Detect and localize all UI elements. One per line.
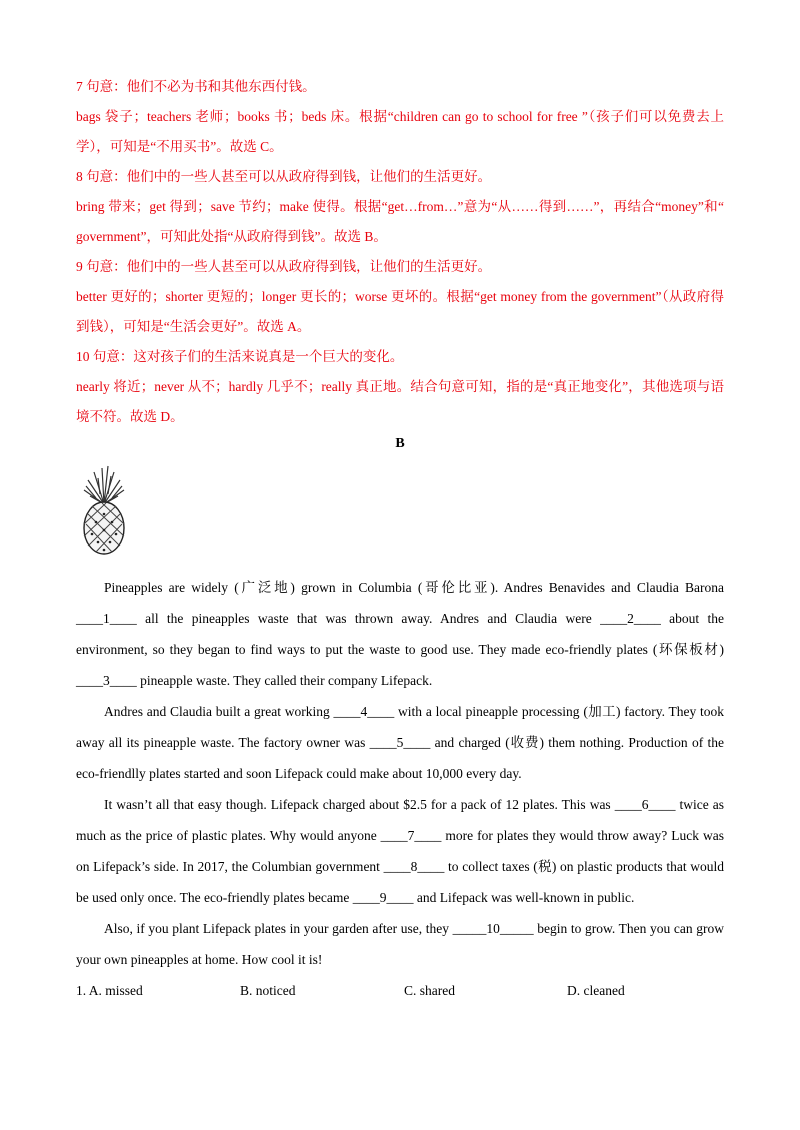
option-d: D. cleaned: [567, 983, 625, 998]
explanation-10-detail: nearly 将近；never 从不；hardly 几乎不；really 真正地。结合句意可知，指的是“真正地变化”，其他选项与语境不符。故选 D。: [76, 379, 724, 424]
document-page: [76, 72, 724, 1006]
explanation-8-detail: bring 带来；get 得到；save 节约；make 使得。根据“get…from…”意为“从……得到……”，再结合“money”和“ government”，可知此处指“从政府得到钱”。故选 B。: [76, 199, 724, 244]
explanation-9-meaning: 9 句意：他们中的一些人甚至可以从政府得到钱，让他们的生活更好。: [76, 259, 492, 274]
question-1-options: [76, 975, 724, 1006]
option-a: 1. A. missed: [76, 983, 143, 998]
reading-passage: [76, 572, 724, 975]
answer-explanations: [76, 72, 724, 432]
passage-paragraph: Pineapples are widely (广泛地) grown in Columbia (哥伦比亚). Andres Benavides and Claudia Barona ____1____ all the pineapples waste that was thrown away. Andres and Claudia were ____2____ about the environment, so they began to find ways to put the waste to good use. They made eco-friendly plates (环保板材) ____3____ pineapple waste. They called their company Lifepack.: [76, 580, 724, 688]
option-c: C. shared: [404, 983, 455, 998]
explanation-9-detail: better 更好的；shorter 更短的；longer 更长的；worse 更坏的。根据“get money from the government”（从政府得到钱），可知是“生活会更好”。故选 A。: [76, 289, 724, 334]
passage-paragraph: Also, if you plant Lifepack plates in your garden after use, they _____10_____ begin to grow. Then you can grow your own pineapples at home. How cool it is!: [76, 921, 724, 967]
explanation-7-detail: bags 袋子；teachers 老师；books 书；beds 床。根据“children can go to school for free ”（孩子们可以免费去上学），可知是“不用买书”。故选 C。: [76, 109, 724, 154]
passage-paragraph: Andres and Claudia built a great working ____4____ with a local pineapple processing (加工) factory. They took away all its pineapple waste. The factory owner was ____5____ and charged (收费) them nothing. Production of the eco-friendlly plates started and soon Lifepack could make about 10,000 every day.: [76, 704, 724, 781]
passage-paragraph: It wasn’t all that easy though. Lifepack charged about $2.5 for a pack of 12 plates. This was ____6____ twice as much as the price of plastic plates. Why would anyone ____7____ more for plates they would throw away? Luck was on Lifepack’s side. In 2017, the Columbian government ____8____ to collect taxes (税) on plastic products that would be used only once. The eco-friendly plates became ____9____ and Lifepack was well-known in public.: [76, 797, 724, 905]
explanation-7-meaning: 7 句意：他们不必为书和其他东西付钱。: [76, 79, 316, 94]
pineapple-icon: [78, 464, 130, 556]
section-heading: B: [395, 436, 405, 451]
option-b: B. noticed: [240, 983, 296, 998]
explanation-8-meaning: 8 句意：他们中的一些人甚至可以从政府得到钱，让他们的生活更好。: [76, 169, 492, 184]
explanation-10-meaning: 10 句意：这对孩子们的生活来说真是一个巨大的变化。: [76, 349, 404, 364]
